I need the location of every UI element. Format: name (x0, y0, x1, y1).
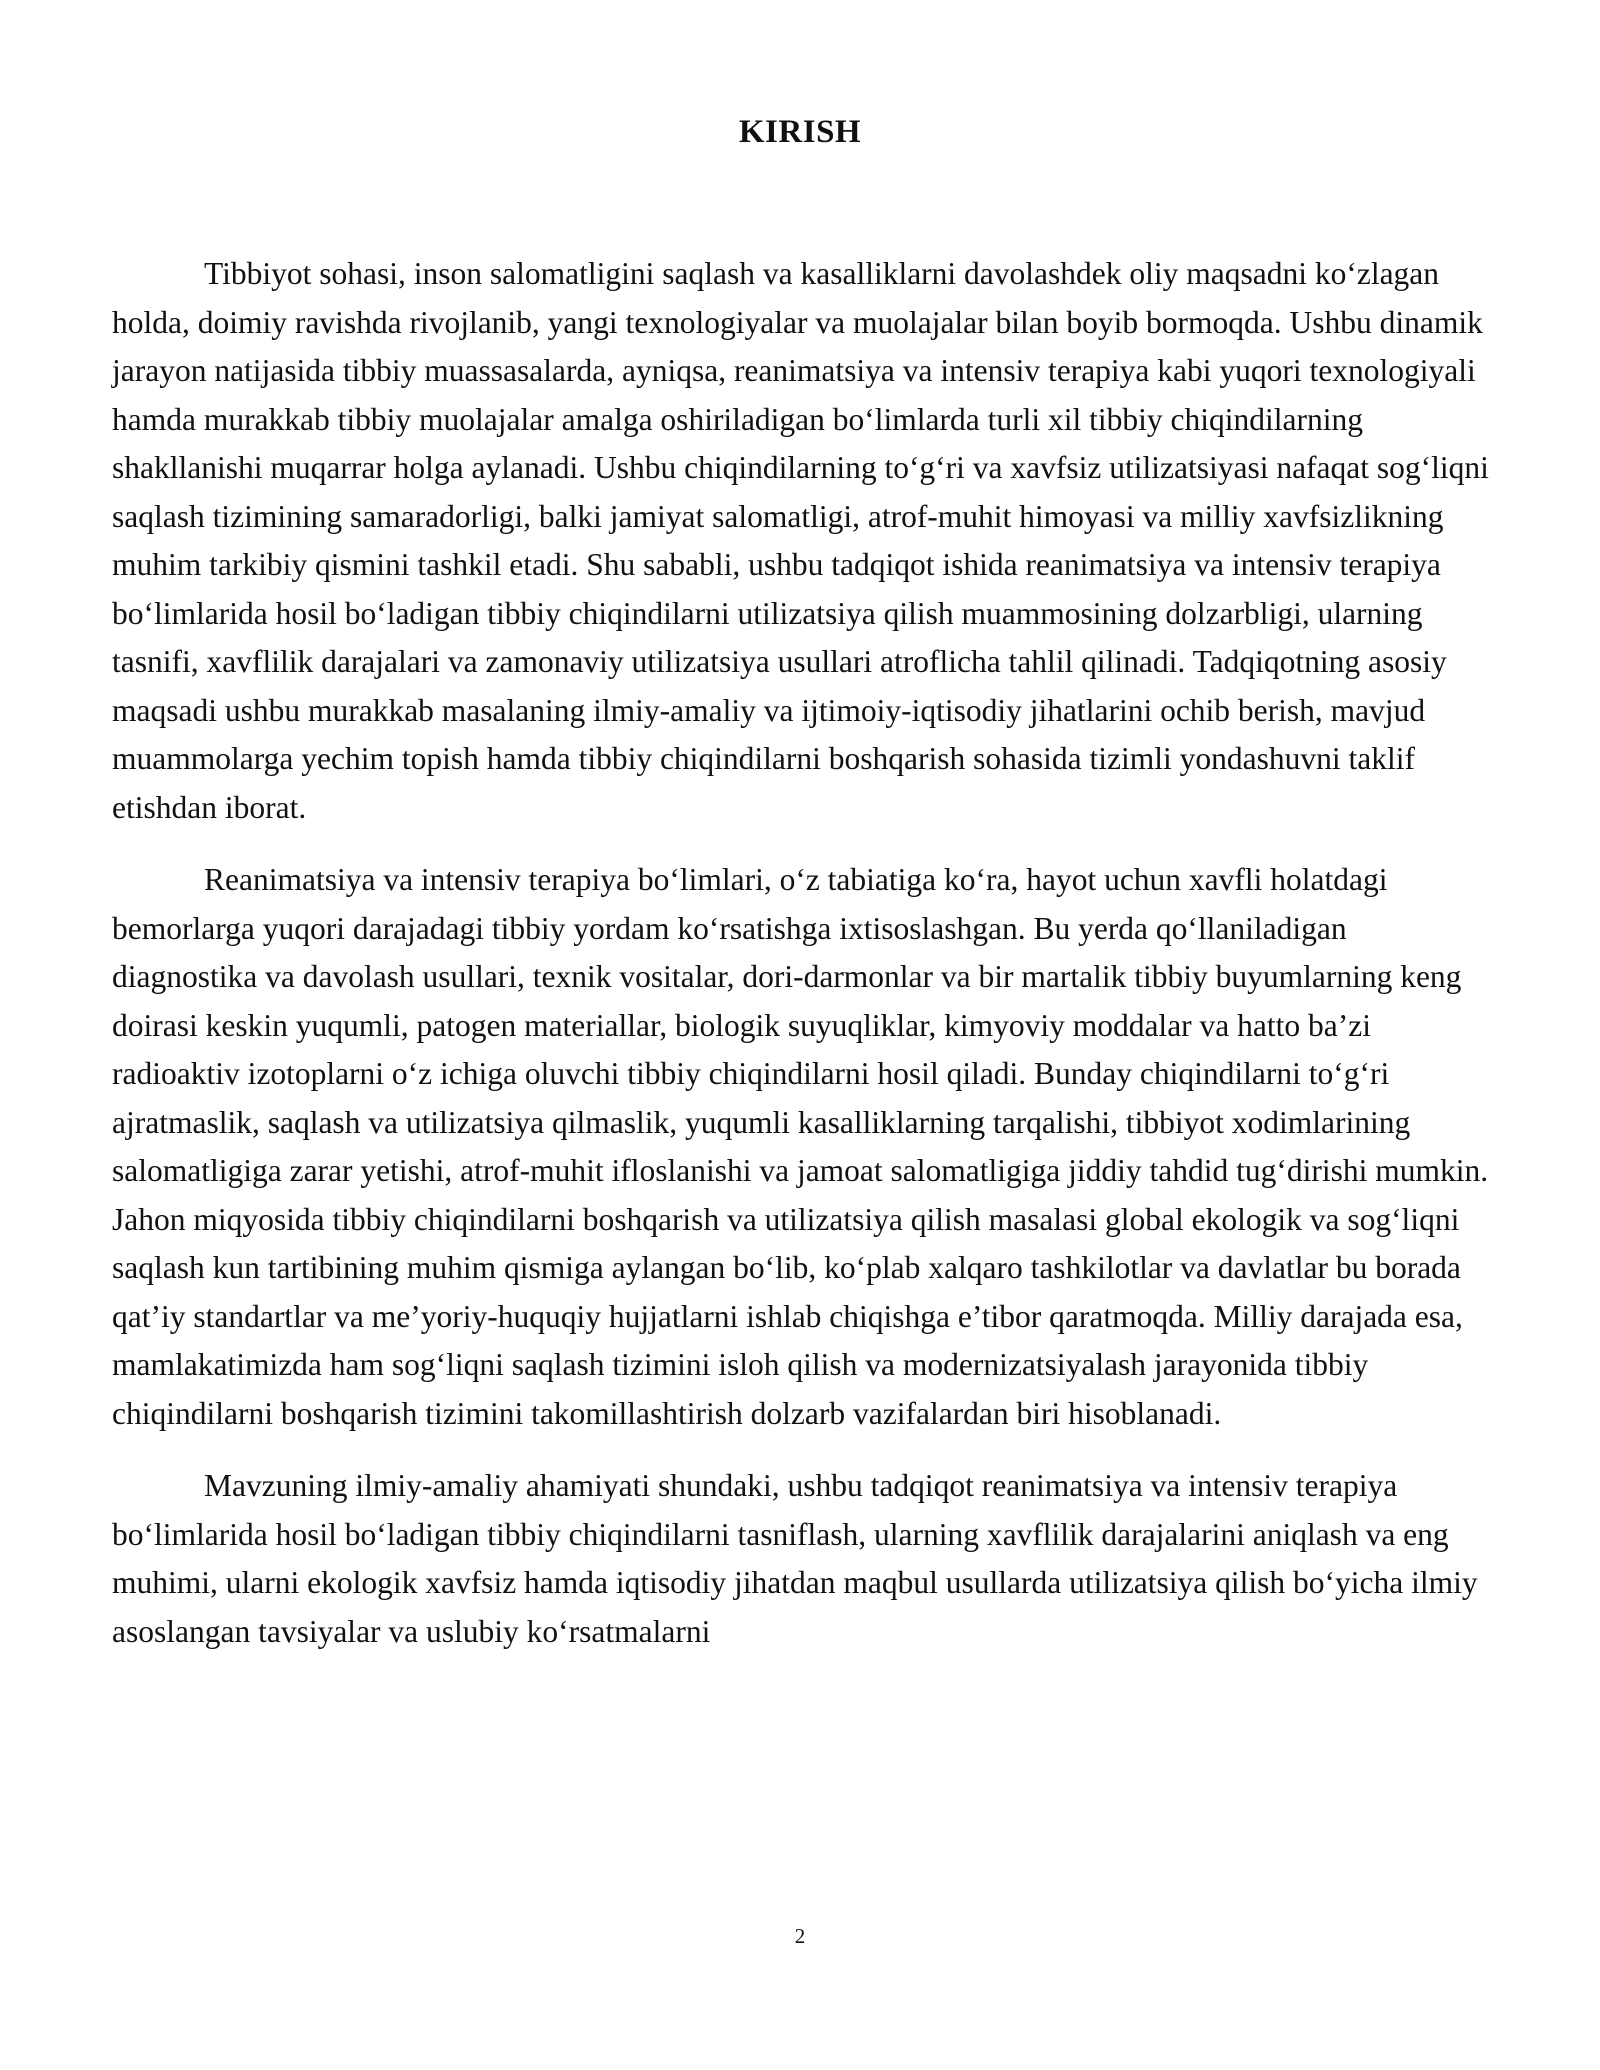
page-number: 2 (794, 1924, 806, 1948)
paragraph-1: Tibbiyot sohasi, inson salomatligini saqlash va kasalliklarni davolashdek oliy maqsadni ko‘zlagan holda, doimiy ravishda rivojlanib, yangi texnologiyalar va muolajalar bilan boyib bormoqda. Ushbu dinamik jarayon natijasida tibbiy muassasalarda, ayniqsa, reanimatsiya va intensiv terapiya kabi yuqori texnologiyali hamda murakkab tibbiy muolajalar amalga oshiriladigan bo‘limlarda turli xil tibbiy chiqindilarning shakllanishi muqarrar holga aylanadi. Ushbu chiqindilarning to‘g‘ri va xavfsiz utilizatsiyasi nafaqat sog‘liqni saqlash tizimining samaradorligi, balki jamiyat salomatligi, atrof-muhit himoyasi va milliy xavfsizlikning muhim tarkibiy qismini tashkil etadi. Shu sababli, ushbu tadqiqot ishida reanimatsiya va intensiv terapiya bo‘limlarida hosil bo‘ladigan tibbiy chiqindilarni utilizatsiya qilish muammosining dolzarbligi, ularning tasnifi, xavflilik darajalari va zamonaviy utilizatsiya usullari atroflicha tahlil qilinadi. Tadqiqotning asosiy maqsadi ushbu murakkab masalaning ilmiy-amaliy va ijtimoiy-iqtisodiy jihatlarini ochib berish, mavjud muammolarga yechim topish hamda tibbiy chiqindilarni boshqarish sohasida tizimli yondashuvni taklif etishdan iborat. (112, 256, 1489, 825)
body-text (112, 250, 1494, 1680)
paragraph-2: Reanimatsiya va intensiv terapiya bo‘limlari, o‘z tabiatiga ko‘ra, hayot uchun xavfli holatdagi bemorlarga yuqori darajadagi tibbiy yordam ko‘rsatishga ixtisoslashgan. Bu yerda qo‘llaniladigan diagnostika va davolash usullari, texnik vositalar, dori-darmonlar va bir martalik tibbiy buyumlarning keng doirasi keskin yuqumli, patogen materiallar, biologik suyuqliklar, kimyoviy moddalar va hatto ba’zi radioaktiv izotoplarni o‘z ichiga oluvchi tibbiy chiqindilarni hosil qiladi. Bunday chiqindilarni to‘g‘ri ajratmaslik, saqlash va utilizatsiya qilmaslik, yuqumli kasalliklarning tarqalishi, tibbiyot xodimlarining salomatligiga zarar yetishi, atrof-muhit ifloslanishi va jamoat salomatligiga jiddiy tahdid tug‘dirishi mumkin. Jahon miqyosida tibbiy chiqindilarni boshqarish va utilizatsiya qilish masalasi global ekologik va sog‘liqni saqlash kun tartibining muhim qismiga aylangan bo‘lib, ko‘plab xalqaro tashkilotlar va davlatlar bu borada qat’iy standartlar va me’yoriy-huquqiy hujjatlarni ishlab chiqishga e’tibor qaratmoqda. Milliy darajada esa, mamlakatimizda ham sog‘liqni saqlash tizimini isloh qilish va modernizatsiyalash jarayonida tibbiy chiqindilarni boshqarish tizimini takomillashtirish dolzarb vazifalardan biri hisoblanadi. (112, 862, 1489, 1431)
section-title: KIRISH (738, 114, 862, 150)
paragraph-3: Mavzuning ilmiy-amaliy ahamiyati shundaki, ushbu tadqiqot reanimatsiya va intensiv terapiya bo‘limlarida hosil bo‘ladigan tibbiy chiqindilarni tasniflash, ularning xavflilik darajalarini aniqlash va eng muhimi, ularni ekologik xavfsiz hamda iqtisodiy jihatdan maqbul usullarda utilizatsiya qilish bo‘yicha ilmiy asoslangan tavsiyalar va uslubiy ko‘rsatmalarni (112, 1468, 1478, 1649)
